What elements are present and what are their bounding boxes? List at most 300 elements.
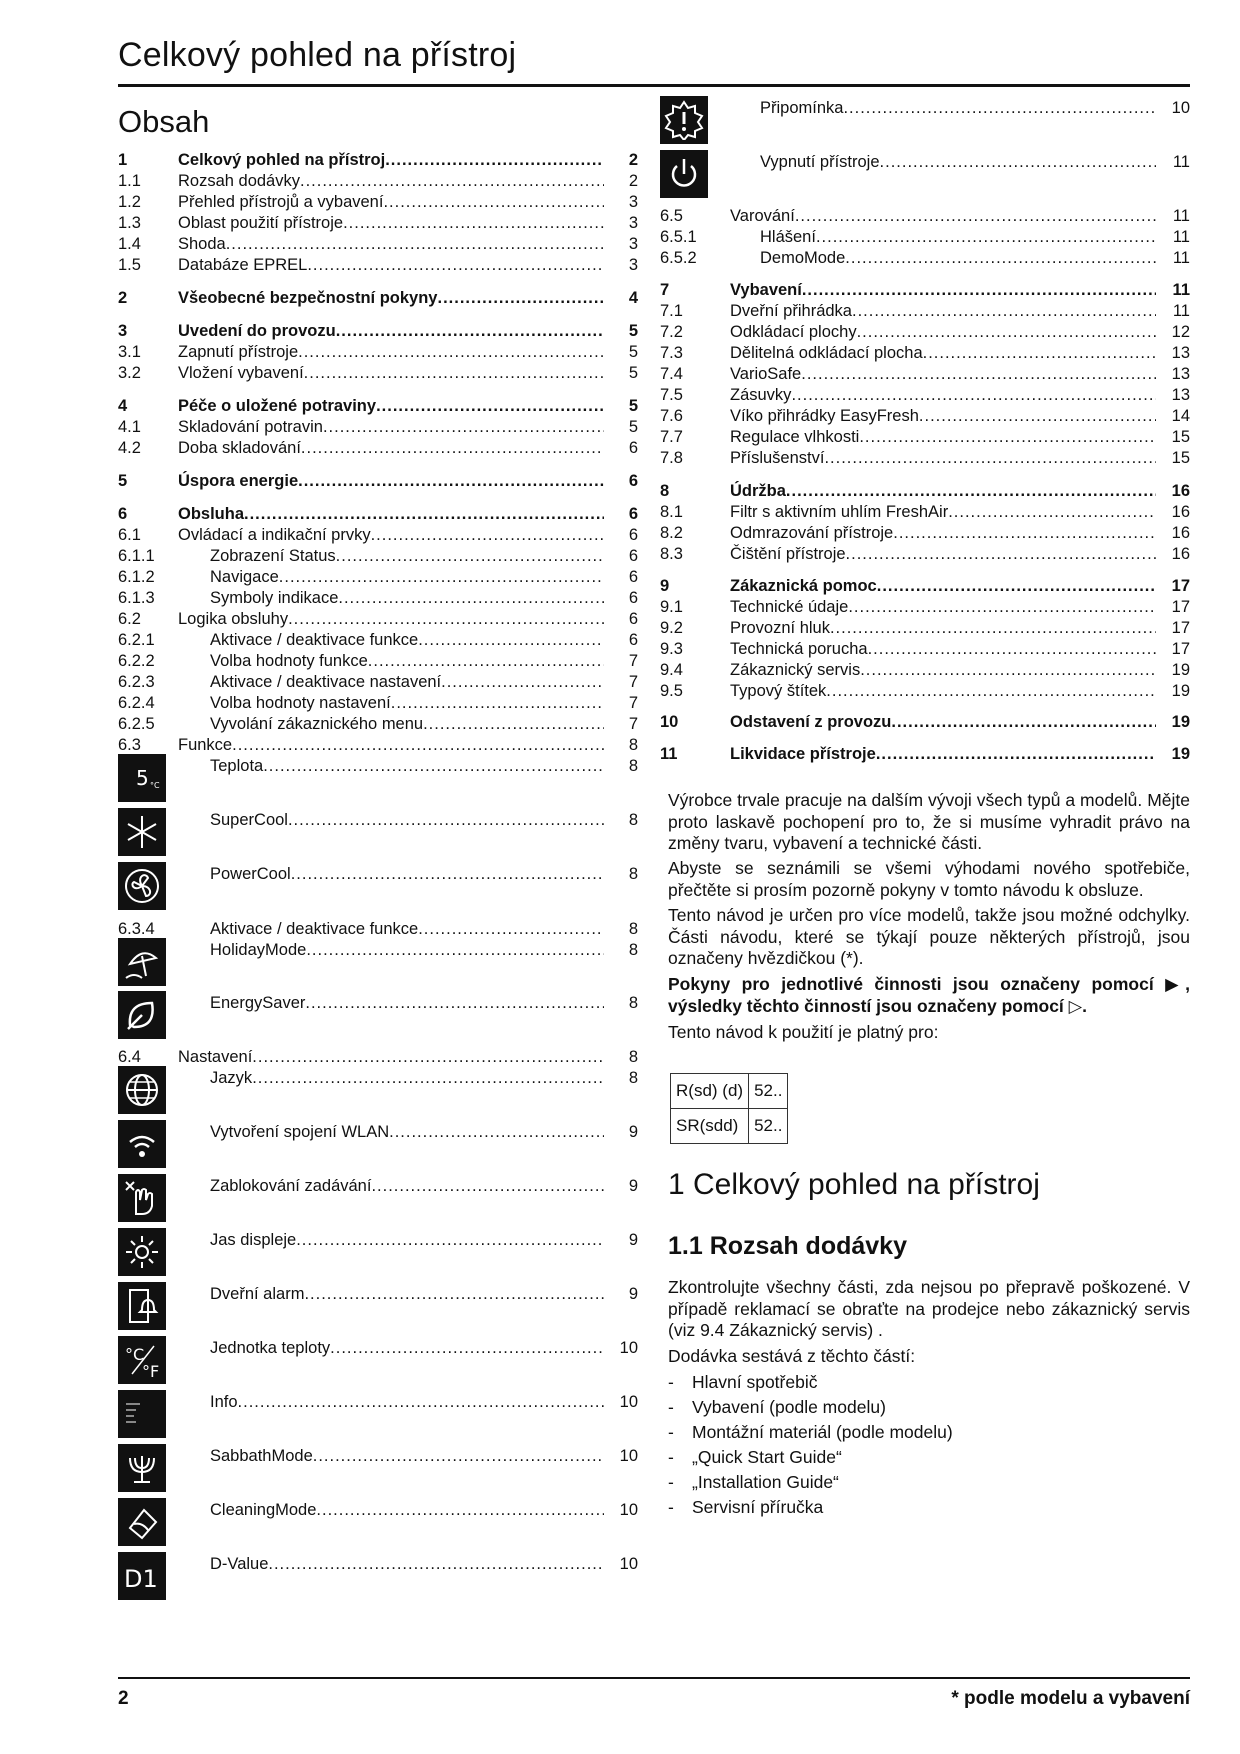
toc-entry-number: 2 (118, 289, 128, 307)
toc-entry-page: 10 (1171, 99, 1190, 117)
toc-entry-title: Vytvoření spojení WLAN (210, 1123, 390, 1141)
toc-leader-dots (948, 502, 1156, 523)
toc-leader-dots (330, 1338, 604, 1359)
toc-heading: Obsah (118, 104, 210, 139)
toc-entry (118, 864, 638, 885)
toc-entry (118, 714, 638, 735)
toc-entry-number: 6.5 (660, 207, 683, 225)
svg-text:D1: D1 (124, 1565, 158, 1593)
toc-entry-title: Odstavení z provozu (730, 713, 892, 731)
toc-entry-title: Obsluha (178, 505, 245, 523)
toc-entry (660, 227, 1190, 248)
toc-entry-page: 3 (628, 193, 638, 211)
toc-entry-title: Info (210, 1393, 238, 1411)
toc-entry-number: 10 (660, 713, 679, 731)
list-item-text: Vybavení (podle modelu) (692, 1397, 886, 1417)
umbrella-icon (118, 938, 166, 986)
scope-paragraph-1: Zkontrolujte všechny části, zda nejsou po přepravě poškozené. V případě reklamací se obraťte na prodejce nebo zákaznický servis (viz 9.4 Zákaznický servis) . (668, 1277, 1190, 1340)
toc-entry-title: Likvidace přístroje (730, 745, 876, 763)
toc-entry (660, 385, 1190, 406)
toc-leader-dots (418, 630, 604, 651)
toc-entry (118, 438, 638, 459)
toc-entry-title: Čištění přístroje (730, 545, 846, 563)
toc-entry (660, 681, 1190, 702)
toc-leader-dots (860, 660, 1156, 681)
toc-leader-dots (383, 192, 604, 213)
toc-entry-number: 7.7 (660, 428, 683, 446)
toc-leader-dots (238, 1392, 604, 1413)
toc-entry-page: 8 (628, 811, 638, 829)
toc-entry-number: 6.1 (118, 526, 141, 544)
toc-leader-dots (846, 544, 1156, 565)
toc-entry-title: Rozsah dodávky (178, 172, 300, 190)
toc-leader-dots (880, 152, 1156, 173)
toc-entry (660, 427, 1190, 448)
toc-entry-title: Ovládací a indikační prvky (178, 526, 371, 544)
toc-entry-page: 10 (619, 1501, 638, 1519)
toc-entry-title: Jednotka teploty (210, 1339, 331, 1357)
toc-entry (118, 810, 638, 831)
toc-entry-page: 7 (628, 652, 638, 670)
toc-entry-title: Zákaznický servis (730, 661, 861, 679)
toc-entry-number: 6.3.4 (118, 920, 155, 938)
model-table (670, 1073, 788, 1144)
footer-note: * podle modelu a vybavení (951, 1688, 1190, 1709)
toc-entry (118, 150, 638, 171)
snowflake-icon (118, 808, 166, 856)
toc-entry-title: Uvedení do provozu (178, 322, 336, 340)
toc-entry-page: 14 (1171, 407, 1190, 425)
toc-entry (118, 1047, 638, 1068)
toc-entry (118, 234, 638, 255)
toc-leader-dots (298, 471, 604, 492)
page-title: Celkový pohled na přístroj (118, 36, 517, 74)
toc-entry-title: Zapnutí přístroje (178, 343, 299, 361)
toc-entry-page: 8 (628, 994, 638, 1012)
toc-entry-page: 16 (1171, 503, 1190, 521)
list-item-text: „Quick Start Guide“ (692, 1447, 842, 1467)
toc-entry (118, 940, 638, 961)
toc-leader-dots (795, 206, 1156, 227)
toc-entry-number: 9.4 (660, 661, 683, 679)
toc-leader-dots (305, 993, 604, 1014)
toc-right-column (660, 98, 1190, 798)
toc-entry-number: 3.2 (118, 364, 141, 382)
toc-entry-number: 7.1 (660, 302, 683, 320)
toc-leader-dots (263, 756, 604, 777)
toc-entry-number: 9.3 (660, 640, 683, 658)
toc-entry (660, 544, 1190, 565)
toc-leader-dots (296, 1230, 604, 1251)
toc-leader-dots (923, 343, 1156, 364)
toc-entry-number: 6.1.1 (118, 547, 155, 565)
toc-entry-title: Jazyk (210, 1069, 253, 1087)
toc-entry-number: 6.2.5 (118, 715, 155, 733)
toc-entry-page: 5 (628, 322, 638, 340)
toc-entry-title: Údržba (730, 482, 786, 500)
toc-entry-page: 3 (628, 235, 638, 253)
toc-entry (118, 471, 638, 492)
toc-entry-number: 9.2 (660, 619, 683, 637)
toc-entry-title: Vypnutí přístroje (760, 153, 880, 171)
toc-entry (660, 660, 1190, 681)
toc-leader-dots (368, 651, 604, 672)
toc-leader-dots (441, 672, 604, 693)
toc-entry-number: 8.2 (660, 524, 683, 542)
brightness-icon (118, 1228, 166, 1276)
toc-entry-page: 8 (628, 941, 638, 959)
toc-entry (660, 576, 1190, 597)
d1-icon (118, 1552, 166, 1600)
temperature-icon (118, 754, 166, 802)
toc-entry (118, 321, 638, 342)
toc-entry-title: Dveřní alarm (210, 1285, 305, 1303)
toc-entry (660, 248, 1190, 269)
toc-left-column (118, 150, 638, 1630)
toc-entry-title: Odkládací plochy (730, 323, 857, 341)
toc-leader-dots (418, 919, 604, 940)
toc-leader-dots (304, 1284, 604, 1305)
toc-entry-number: 6.2.4 (118, 694, 155, 712)
toc-entry (118, 1122, 638, 1143)
toc-leader-dots (371, 525, 604, 546)
toc-entry-page: 17 (1171, 619, 1190, 637)
toc-entry-title: Logika obsluhy (178, 610, 289, 628)
toc-entry-page: 19 (1171, 745, 1190, 763)
toc-leader-dots (852, 301, 1156, 322)
toc-entry-title: Typový štítek (730, 682, 827, 700)
toc-entry (118, 651, 638, 672)
toc-entry (118, 1284, 638, 1305)
toc-entry (660, 712, 1190, 733)
toc-entry-page: 19 (1171, 682, 1190, 700)
intro-paragraph-2: Abyste se seznámili se všemi výhodami nového spotřebiče, přečtěte si prosím pozorně pokyny v tomto návodu k obsluze. (668, 858, 1190, 900)
toc-entry (118, 1554, 638, 1575)
toc-leader-dots (371, 1176, 604, 1197)
list-item: - Montážní materiál (podle modelu) (668, 1422, 953, 1442)
toc-entry-title: Přehled přístrojů a vybavení (178, 193, 384, 211)
toc-entry-title: Aktivace / deaktivace funkce (210, 631, 419, 649)
toc-entry-number: 6.2.3 (118, 673, 155, 691)
toc-entry-number: 7 (660, 281, 670, 299)
toc-entry-title: Zablokování zadávání (210, 1177, 372, 1195)
toc-entry-page: 3 (628, 214, 638, 232)
toc-entry-page: 17 (1171, 577, 1190, 595)
toc-entry-title: EnergySaver (210, 994, 306, 1012)
toc-entry-title: VarioSafe (730, 365, 802, 383)
toc-entry-title: Vybavení (730, 281, 802, 299)
toc-leader-dots (824, 448, 1156, 469)
toc-leader-dots (336, 321, 604, 342)
toc-entry-page: 10 (619, 1393, 638, 1411)
toc-entry-page: 6 (628, 439, 638, 457)
toc-entry (660, 502, 1190, 523)
toc-entry (660, 597, 1190, 618)
toc-entry-title: SabbathMode (210, 1447, 313, 1465)
toc-entry-number: 8.3 (660, 545, 683, 563)
toc-entry-title: Zásuvky (730, 386, 792, 404)
toc-leader-dots (252, 1047, 604, 1068)
toc-entry (118, 1338, 638, 1359)
toc-entry-title: Odmrazování přístroje (730, 524, 894, 542)
toc-entry-page: 9 (628, 1285, 638, 1303)
toc-entry-number: 4 (118, 397, 128, 415)
toc-entry-title: Péče o uložené potraviny (178, 397, 377, 415)
toc-entry-number: 6.3 (118, 736, 141, 754)
toc-entry-number: 8 (660, 482, 670, 500)
toc-entry-number: 7.2 (660, 323, 683, 341)
intro-paragraph-1: Výrobce trvale pracuje na dalším vývoji všech typů a modelů. Mějte proto laskavě pochopení pro to, že si musíme vyhradit právo na změny tvaru, vybavení a technické části. (668, 790, 1190, 853)
toc-entry (118, 756, 638, 777)
model-code-cell: 52.. (749, 1109, 788, 1144)
toc-entry-number: 4.2 (118, 439, 141, 457)
toc-leader-dots (232, 735, 604, 756)
toc-entry-title: Provozní hluk (730, 619, 830, 637)
toc-entry-title: Volba hodnoty funkce (210, 652, 368, 670)
toc-entry-page: 6 (628, 631, 638, 649)
celsius-fahrenheit-icon (118, 1336, 166, 1384)
toc-entry-title: Všeobecné bezpečnostní pokyny (178, 289, 438, 307)
toc-entry-page: 13 (1171, 386, 1190, 404)
toc-entry (660, 301, 1190, 322)
toc-entry-number: 7.3 (660, 344, 683, 362)
toc-entry-page: 10 (619, 1555, 638, 1573)
reminder-icon (660, 96, 708, 144)
toc-entry-title: CleaningMode (210, 1501, 317, 1519)
toc-entry-title: PowerCool (210, 865, 291, 883)
power-icon (660, 150, 708, 198)
toc-entry-number: 9.5 (660, 682, 683, 700)
toc-entry-title: Teplota (210, 757, 264, 775)
toc-entry-page: 8 (628, 1048, 638, 1066)
toc-entry-page: 5 (628, 364, 638, 382)
toc-entry-title: DemoMode (760, 249, 846, 267)
toc-entry (660, 744, 1190, 765)
list-item: - Servisní příručka (668, 1497, 824, 1517)
toc-entry-number: 4.1 (118, 418, 141, 436)
toc-entry-title: Příslušenství (730, 449, 825, 467)
toc-entry (118, 919, 638, 940)
svg-text:°C: °C (150, 781, 160, 790)
svg-text:5: 5 (136, 766, 149, 790)
toc-entry (118, 342, 638, 363)
toc-leader-dots (338, 588, 604, 609)
toc-leader-dots (300, 171, 604, 192)
toc-leader-dots (423, 714, 604, 735)
toc-entry-number: 11 (660, 745, 678, 763)
toc-entry-page: 2 (628, 151, 638, 169)
toc-entry-number: 1.2 (118, 193, 141, 211)
toc-leader-dots (288, 609, 604, 630)
list-item-text: „Installation Guide“ (692, 1472, 839, 1492)
toc-leader-dots (252, 1068, 604, 1089)
toc-entry-page: 15 (1171, 428, 1190, 446)
toc-entry-number: 6 (118, 505, 128, 523)
toc-entry-page: 10 (619, 1447, 638, 1465)
toc-entry (660, 618, 1190, 639)
section-1-heading: 1 Celkový pohled na přístroj (668, 1168, 1040, 1201)
toc-entry-number: 5 (118, 472, 128, 490)
toc-entry-title: Nastavení (178, 1048, 253, 1066)
toc-entry-title: Víko přihrádky EasyFresh (730, 407, 919, 425)
toc-entry-page: 8 (628, 1069, 638, 1087)
toc-entry-page: 5 (628, 397, 638, 415)
toc-entry-title: Oblast použití přístroje (178, 214, 344, 232)
toc-entry (660, 152, 1190, 173)
toc-entry (118, 546, 638, 567)
toc-entry (118, 1392, 638, 1413)
svg-text:°C: °C (125, 1345, 145, 1364)
toc-entry-number: 6.1.3 (118, 589, 155, 607)
toc-entry-number: 8.1 (660, 503, 683, 521)
toc-entry-title: Navigace (210, 568, 279, 586)
list-item: - „Installation Guide“ (668, 1472, 839, 1492)
toc-entry (118, 363, 638, 384)
toc-leader-dots (288, 810, 604, 831)
toc-entry (660, 98, 1190, 119)
toc-entry-page: 11 (1172, 153, 1190, 171)
toc-leader-dots (336, 546, 604, 567)
list-item-text: Hlavní spotřebič (692, 1372, 818, 1392)
toc-leader-dots (891, 712, 1156, 733)
toc-leader-dots (876, 744, 1156, 765)
hand-lock-icon (118, 1174, 166, 1222)
header-divider (118, 84, 1190, 87)
model-code-cell: 52.. (749, 1074, 788, 1109)
toc-entry-page: 6 (628, 589, 638, 607)
table-row (671, 1109, 788, 1144)
toc-leader-dots (389, 1122, 604, 1143)
toc-entry-number: 7.8 (660, 449, 683, 467)
toc-entry-number: 1 (118, 151, 128, 169)
leaf-icon (118, 991, 166, 1039)
wifi-icon (118, 1120, 166, 1168)
toc-entry (118, 213, 638, 234)
toc-leader-dots (438, 288, 605, 309)
toc-entry-page: 2 (628, 172, 638, 190)
toc-entry-number: 6.2 (118, 610, 141, 628)
toc-leader-dots (291, 864, 604, 885)
toc-entry-title: Varování (730, 207, 795, 225)
toc-entry-title: Regulace vlhkosti (730, 428, 860, 446)
toc-entry-page: 5 (628, 418, 638, 436)
toc-entry-page: 6 (628, 547, 638, 565)
toc-leader-dots (376, 396, 604, 417)
toc-leader-dots (391, 693, 604, 714)
toc-entry-number: 3.1 (118, 343, 141, 361)
toc-entry (118, 693, 638, 714)
toc-leader-dots (301, 438, 604, 459)
toc-entry (118, 567, 638, 588)
toc-leader-dots (226, 234, 604, 255)
toc-entry-page: 11 (1172, 302, 1190, 320)
toc-entry-page: 17 (1171, 598, 1190, 616)
toc-entry-page: 15 (1171, 449, 1190, 467)
toc-entry-page: 4 (628, 289, 638, 307)
toc-leader-dots (791, 385, 1156, 406)
toc-entry-title: Hlášení (760, 228, 816, 246)
toc-entry-title: Jas displeje (210, 1231, 297, 1249)
toc-leader-dots (919, 406, 1156, 427)
toc-entry (660, 322, 1190, 343)
toc-entry-number: 9.1 (660, 598, 683, 616)
toc-entry-title: Technické údaje (730, 598, 849, 616)
toc-entry (118, 672, 638, 693)
toc-entry (118, 630, 638, 651)
cleaning-icon (118, 1498, 166, 1546)
page-number: 2 (118, 1688, 129, 1709)
globe-icon (118, 1066, 166, 1114)
toc-entry (660, 523, 1190, 544)
toc-entry-number: 7.6 (660, 407, 683, 425)
toc-leader-dots (313, 1446, 604, 1467)
toc-entry-title: Dveřní přihrádka (730, 302, 852, 320)
toc-entry (118, 1446, 638, 1467)
toc-entry-page: 3 (628, 256, 638, 274)
table-row (671, 1074, 788, 1109)
toc-leader-dots (323, 417, 604, 438)
toc-leader-dots (843, 98, 1156, 119)
toc-leader-dots (279, 567, 604, 588)
toc-entry (118, 504, 638, 525)
toc-leader-dots (893, 523, 1156, 544)
toc-entry-page: 6 (628, 568, 638, 586)
list-item-text: Servisní příručka (692, 1497, 824, 1517)
toc-entry-page: 16 (1171, 482, 1190, 500)
toc-entry-page: 11 (1172, 228, 1190, 246)
model-type-cell: SR(sdd) (671, 1109, 749, 1144)
toc-entry-page: 12 (1171, 323, 1190, 341)
toc-entry-page: 7 (628, 715, 638, 733)
toc-entry-number: 6.5.1 (660, 228, 697, 246)
toc-entry-title: Databáze EPREL (178, 256, 308, 274)
fan-icon (118, 862, 166, 910)
toc-leader-dots (816, 227, 1156, 248)
toc-entry (118, 525, 638, 546)
toc-entry-number: 1.1 (118, 172, 141, 190)
toc-entry (118, 993, 638, 1014)
toc-entry (660, 481, 1190, 502)
toc-entry-page: 13 (1171, 344, 1190, 362)
toc-entry-page: 11 (1172, 249, 1190, 267)
toc-entry (118, 192, 638, 213)
toc-entry (118, 1500, 638, 1521)
toc-entry (660, 406, 1190, 427)
toc-leader-dots (859, 427, 1156, 448)
toc-entry-title: Filtr s aktivním uhlím FreshAir (730, 503, 949, 521)
toc-entry (118, 255, 638, 276)
toc-leader-dots (385, 150, 604, 171)
model-type-cell: R(sd) (d) (671, 1074, 749, 1109)
toc-entry-page: 8 (628, 865, 638, 883)
toc-leader-dots (316, 1500, 604, 1521)
toc-entry-title: Celkový pohled na přístroj (178, 151, 386, 169)
toc-entry-title: SuperCool (210, 811, 288, 829)
intro-paragraph-3: Tento návod je určen pro více modelů, takže jsou možné odchylky. Části návodu, které se týkají pouze některých přístrojů, jsou označeny hvězdičkou (*). (668, 905, 1190, 968)
list-item: - Vybavení (podle modelu) (668, 1397, 886, 1417)
toc-entry-number: 1.5 (118, 256, 141, 274)
toc-entry (118, 396, 638, 417)
toc-entry-title: HolidayMode (210, 941, 307, 959)
toc-entry-title: Zákaznická pomoc (730, 577, 877, 595)
toc-entry-page: 8 (628, 757, 638, 775)
toc-entry-title: Vložení vybavení (178, 364, 304, 382)
toc-leader-dots (826, 681, 1156, 702)
toc-entry (118, 1176, 638, 1197)
toc-entry-number: 1.4 (118, 235, 141, 253)
toc-entry (660, 280, 1190, 301)
info-label-icon (118, 1390, 166, 1438)
